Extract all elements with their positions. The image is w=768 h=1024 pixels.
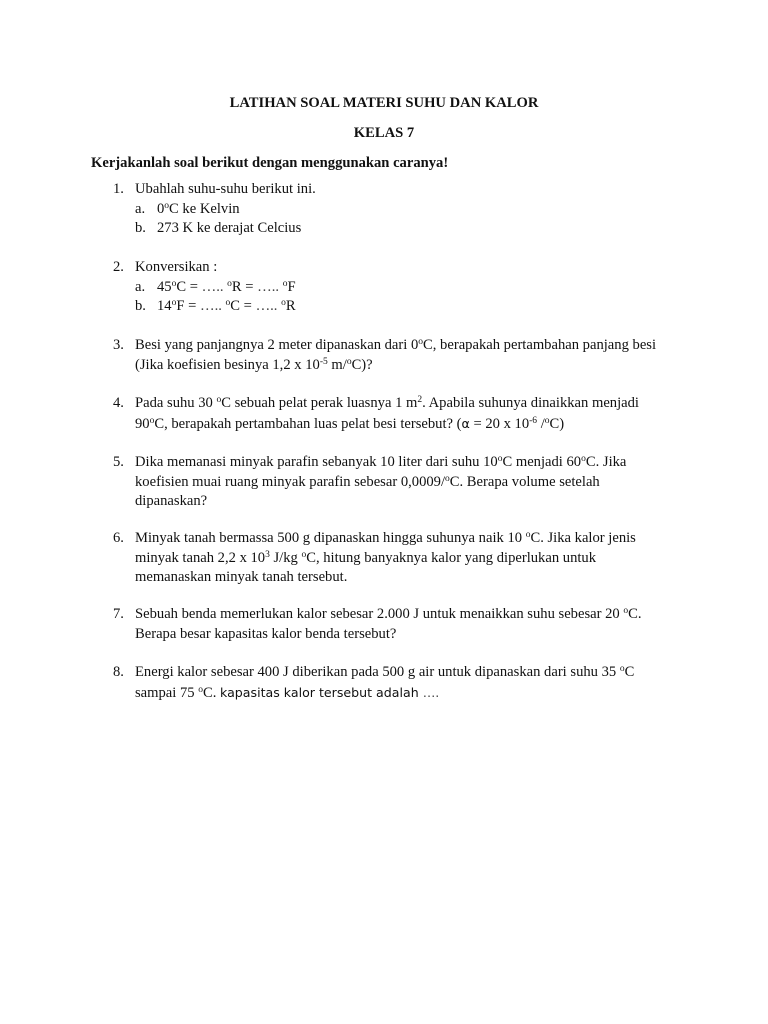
- alpha-symbol: α: [461, 415, 470, 431]
- question-line: [135, 473, 683, 493]
- question-line: [135, 683, 683, 704]
- question-text: C: [624, 664, 635, 680]
- subitem-text: C ke Kelvin: [169, 200, 240, 217]
- question-number: 3.: [113, 337, 124, 353]
- question-text: Sebuah benda memerlukan kalor sebesar 2.000 J untuk menaikkan suhu sebesar 20: [135, 606, 624, 622]
- degree-sup: o: [281, 298, 286, 308]
- subitem-letter: b.: [135, 298, 146, 314]
- degree-sup: o: [525, 530, 531, 540]
- degree-sup: o: [623, 606, 629, 616]
- question-text: kapasitas kalor tersebut adalah: [220, 684, 423, 700]
- instruction-text: Kerjakanlah soal berikut dengan menggunakan caranya!: [91, 155, 449, 171]
- question-text: Dika memanasi minyak parafin sebanyak 10 liter dari suhu 10: [135, 454, 498, 470]
- question-text: Besi yang panjangnya 2 meter dipanaskan dari 0: [135, 337, 419, 353]
- question-text: Konversikan :: [135, 259, 218, 275]
- question-line: [135, 336, 683, 356]
- question-text: C, hitung banyaknya kalor yang diperlukan untuk: [306, 549, 597, 566]
- question-line: Berapa besar kapasitas kalor benda tersebut?: [135, 625, 397, 642]
- degree-sup: o: [227, 278, 232, 289]
- question-number: 7.: [113, 606, 124, 622]
- degree-sup: o: [418, 337, 424, 347]
- page-subtitle: KELAS 7: [353, 125, 415, 141]
- question-text: C. Berapa volume setelah: [449, 473, 600, 490]
- question-text: C.: [628, 606, 642, 622]
- degree-sup: o: [171, 278, 177, 289]
- degree-sup: o: [346, 356, 352, 367]
- question-number: 8.: [113, 664, 124, 680]
- question-4: [113, 394, 683, 434]
- question-text: Energi kalor sebesar 400 J diberikan pada 500 g air untuk dipanaskan dari suhu 35: [135, 664, 620, 680]
- question-6: [113, 529, 683, 588]
- degree-sup: o: [225, 298, 231, 308]
- question-text: C sebuah pelat perak luasnya 1 m: [221, 395, 418, 411]
- question-number: 1.: [113, 181, 124, 197]
- subitem-text: R: [285, 298, 296, 314]
- question-number: 6.: [113, 530, 124, 546]
- question-text: . Apabila suhunya dinaikkan menjadi: [422, 395, 639, 411]
- subitem-letter: a.: [135, 278, 146, 295]
- question-text: C, berapakah pertambahan panjang besi: [423, 337, 657, 353]
- page-title: LATIHAN SOAL MATERI SUHU DAN KALOR: [229, 95, 539, 111]
- question-line: [135, 453, 683, 473]
- question-text: J/kg: [269, 549, 302, 566]
- question-number: 4.: [113, 395, 124, 411]
- question-text: C)?: [351, 356, 373, 373]
- question-number: 5.: [113, 454, 124, 470]
- degree-sup: o: [445, 473, 450, 484]
- question-text: koefisien muai ruang minyak parafin sebesar 0,0009/: [135, 473, 446, 490]
- subitem-text: 0: [157, 200, 165, 217]
- blank-dots: …..: [255, 298, 278, 314]
- question-line: memanaskan minyak tanah tersebut.: [135, 569, 348, 585]
- question-text: Pada suhu 30: [135, 395, 217, 411]
- subitem-text: 273 K ke derajat Celcius: [157, 220, 302, 236]
- subitem-text: F =: [176, 298, 200, 314]
- subitem-letter: a.: [135, 200, 146, 217]
- exponent-sup: -5: [319, 356, 328, 367]
- question-5: [113, 453, 683, 512]
- question-text: Minyak tanah bermassa 500 g dipanaskan hingga suhunya naik 10: [135, 530, 526, 546]
- question-line: [135, 605, 683, 625]
- degree-sup: o: [581, 454, 586, 464]
- question-text: Ubahlah suhu-suhu berikut ini.: [135, 181, 316, 197]
- subitem-text: C =: [176, 278, 202, 295]
- question-text: minyak tanah 2,2 x 10: [135, 549, 266, 566]
- degree-sup: o: [544, 415, 550, 426]
- question-2: [113, 258, 683, 317]
- subitem-1a: [135, 200, 683, 220]
- degree-sup: o: [149, 415, 155, 426]
- exponent-sup: 3: [265, 549, 270, 560]
- subitem-text: R =: [231, 278, 258, 295]
- degree-sup: o: [282, 278, 288, 289]
- question-text: C.: [202, 684, 221, 701]
- question-text: C, berapakah pertambahan luas pelat besi tersebut? (: [154, 415, 462, 432]
- question-line: [135, 663, 683, 683]
- question-1: [113, 180, 683, 239]
- question-number: 2.: [113, 259, 124, 275]
- degree-sup: o: [619, 664, 625, 674]
- question-text: C. Jika kalor jenis: [530, 530, 636, 546]
- subitem-2a: [135, 278, 683, 298]
- question-line: [135, 414, 683, 435]
- question-line: [135, 394, 683, 414]
- question-text: /: [537, 415, 545, 432]
- blank-dots: …..: [200, 298, 222, 314]
- subitem-text: F: [287, 278, 296, 295]
- question-text: 90: [135, 415, 150, 432]
- subitem-letter: b.: [135, 220, 146, 236]
- question-text: m/: [327, 356, 347, 373]
- blank-dots: …..: [257, 278, 280, 295]
- subitem-text: C =: [230, 298, 256, 314]
- question-text: (Jika koefisien besinya 1,2 x 10: [135, 356, 320, 373]
- degree-sup: o: [164, 200, 170, 211]
- degree-sup: o: [198, 684, 203, 695]
- degree-sup: o: [171, 298, 177, 308]
- question-text: = 20 x 10: [469, 415, 530, 432]
- question-7: [113, 605, 683, 644]
- question-8: [113, 663, 683, 703]
- question-text: C): [549, 415, 565, 432]
- subitem-text: 45: [157, 278, 172, 295]
- question-line: [135, 549, 683, 569]
- subitem-2b: [135, 297, 683, 317]
- degree-sup: o: [216, 395, 222, 405]
- question-line: [135, 529, 683, 549]
- blank-dots: …..: [201, 278, 224, 295]
- exponent-sup: -6: [529, 415, 538, 426]
- question-text: C menjadi 60: [502, 454, 582, 470]
- question-line: [135, 356, 683, 376]
- question-line: dipanaskan?: [135, 493, 208, 509]
- degree-sup: o: [497, 454, 503, 464]
- blank-dots: ….: [422, 684, 440, 700]
- subitem-text: 14: [157, 298, 172, 314]
- question-text: C. Jika: [585, 454, 627, 470]
- question-text: sampai 75: [135, 684, 199, 701]
- question-3: [113, 336, 683, 375]
- exponent-sup: 2: [417, 395, 423, 405]
- degree-sup: o: [301, 549, 307, 560]
- subitem-1b: [135, 219, 683, 239]
